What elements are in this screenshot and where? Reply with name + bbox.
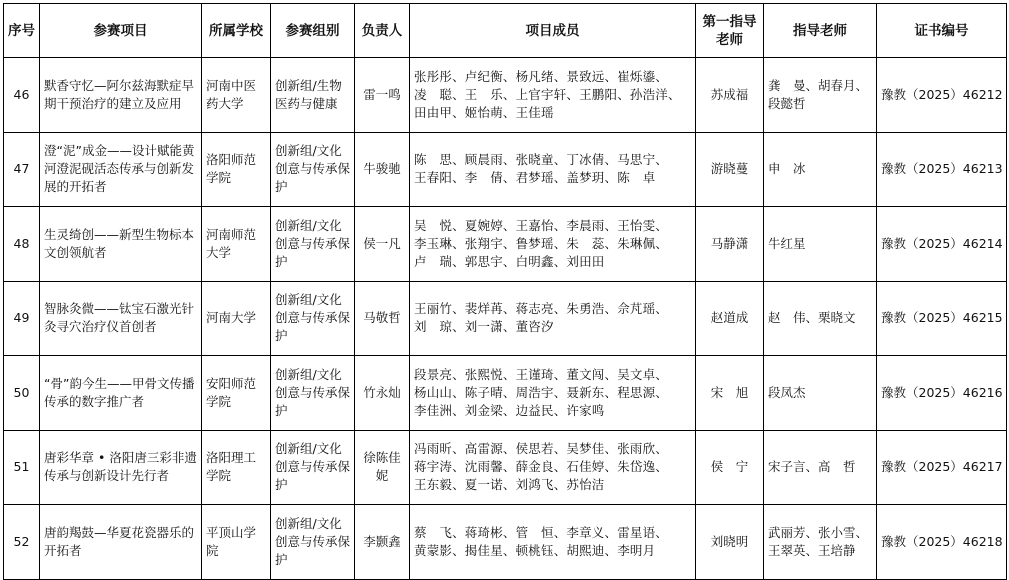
row-group: 创新组/文化创意与传承保护 [271, 430, 355, 505]
row-cert: 豫教（2025）46215 [877, 281, 1007, 356]
award-table [3, 3, 1007, 580]
row-group: 创新组/生物医药与健康 [271, 58, 355, 133]
header-group: 参赛组别 [271, 4, 355, 58]
header-school: 所属学校 [202, 4, 271, 58]
row-first-advisor: 游晓蔓 [696, 132, 764, 207]
row-leader: 牛骏驰 [355, 132, 410, 207]
row-first-advisor: 刘晓明 [696, 505, 764, 580]
row-first-advisor: 苏成福 [696, 58, 764, 133]
award-table-sheet [3, 3, 1006, 580]
header-leader: 负责人 [355, 4, 410, 58]
row-project: 生灵绮创——新型生物标本文创领航者 [40, 207, 202, 282]
header-first-advisor: 第一指导老师 [696, 4, 764, 58]
header-project: 参赛项目 [40, 4, 202, 58]
table-row [4, 207, 1007, 282]
row-group: 创新组/文化创意与传承保护 [271, 281, 355, 356]
row-members: 段景亮、张熙悦、王谨琦、董文闯、吴文卓、 杨山山、陈子晴、周浩宇、聂新东、程思源、 李佳洲、刘金梁、边益民、许家鸣 [410, 356, 696, 431]
row-advisors: 宋子言、高 哲 [764, 430, 877, 505]
row-leader: 雷一鸣 [355, 58, 410, 133]
row-cert: 豫教（2025）46216 [877, 356, 1007, 431]
row-members: 陈 思、顾晨雨、张晓童、丁冰倩、马思宁、 王春阳、李 倩、君梦瑶、盖梦玥、陈 卓 [410, 132, 696, 207]
row-no: 50 [4, 356, 40, 431]
row-no: 46 [4, 58, 40, 133]
row-project: 默香守忆—阿尔兹海默症早期干预治疗的建立及应用 [40, 58, 202, 133]
row-project: 智脉灸微——钛宝石激光针灸寻穴治疗仪首创者 [40, 281, 202, 356]
header-row [4, 4, 1007, 58]
row-school: 平顶山学院 [202, 505, 271, 580]
row-first-advisor: 赵道成 [696, 281, 764, 356]
row-no: 47 [4, 132, 40, 207]
row-first-advisor: 宋 旭 [696, 356, 764, 431]
row-members: 张彤彤、卢纪衡、杨凡绪、景致远、崔烁鎏、 凌 聪、王 乐、上官宇轩、王鹏阳、孙浩洋、 田由甲、姬怡萌、王佳瑶 [410, 58, 696, 133]
row-members: 吴 悦、夏婉婷、王嘉怡、李晨雨、王怡雯、 李玉琳、张翔宇、鲁梦瑶、朱 蕊、朱琳佩、 卢 瑞、郭思宇、白明鑫、刘田田 [410, 207, 696, 282]
row-advisors: 赵 伟、栗晓文 [764, 281, 877, 356]
header-advisors: 指导老师 [764, 4, 877, 58]
row-leader: 马敬哲 [355, 281, 410, 356]
row-project: 唐彩华章 • 洛阳唐三彩非遗传承与创新设计先行者 [40, 430, 202, 505]
row-first-advisor: 侯 宁 [696, 430, 764, 505]
row-project: “骨”韵今生——甲骨文传播传承的数字推广者 [40, 356, 202, 431]
row-group: 创新组/文化创意与传承保护 [271, 505, 355, 580]
table-row [4, 281, 1007, 356]
row-school: 洛阳理工学院 [202, 430, 271, 505]
row-school: 河南中医药大学 [202, 58, 271, 133]
row-leader: 侯一凡 [355, 207, 410, 282]
row-leader: 徐陈佳妮 [355, 430, 410, 505]
row-advisors: 牛红星 [764, 207, 877, 282]
row-school: 安阳师范学院 [202, 356, 271, 431]
row-group: 创新组/文化创意与传承保护 [271, 132, 355, 207]
row-cert: 豫教（2025）46213 [877, 132, 1007, 207]
row-members: 冯雨昕、高雷源、侯思若、吴梦佳、张雨欣、 蒋宇涛、沈雨馨、薛金良、石佳婷、朱岱逸、 王东毅、夏一诺、刘鸿飞、苏怡洁 [410, 430, 696, 505]
row-advisors: 段凤杰 [764, 356, 877, 431]
row-cert: 豫教（2025）46212 [877, 58, 1007, 133]
row-project: 唐韵羯鼓—华夏花瓷器乐的开拓者 [40, 505, 202, 580]
row-no: 51 [4, 430, 40, 505]
row-school: 河南大学 [202, 281, 271, 356]
table-row [4, 58, 1007, 133]
row-cert: 豫教（2025）46218 [877, 505, 1007, 580]
row-members: 蔡 飞、蒋琦彬、管 恒、李章义、雷星语、 黄蒙影、揭佳星、顿桃钰、胡熙迪、李明月 [410, 505, 696, 580]
row-advisors: 武丽芳、张小雪、王翠英、王培静 [764, 505, 877, 580]
row-no: 49 [4, 281, 40, 356]
row-leader: 竹永灿 [355, 356, 410, 431]
row-members: 王丽竹、裴烊苒、蒋志亮、朱勇浩、佘芃瑶、 刘 琼、刘一潇、董咨汐 [410, 281, 696, 356]
row-cert: 豫教（2025）46214 [877, 207, 1007, 282]
table-row [4, 132, 1007, 207]
row-group: 创新组/文化创意与传承保护 [271, 356, 355, 431]
table-row [4, 505, 1007, 580]
table-row [4, 356, 1007, 431]
row-no: 48 [4, 207, 40, 282]
header-cert: 证书编号 [877, 4, 1007, 58]
row-group: 创新组/文化创意与传承保护 [271, 207, 355, 282]
row-first-advisor: 马静潇 [696, 207, 764, 282]
row-school: 河南师范大学 [202, 207, 271, 282]
row-no: 52 [4, 505, 40, 580]
row-project: 澄“泥”成金——设计赋能黄河澄泥砚活态传承与创新发展的开拓者 [40, 132, 202, 207]
row-advisors: 龚 曼、胡春月、段懿哲 [764, 58, 877, 133]
row-leader: 李颢錱 [355, 505, 410, 580]
row-advisors: 申 冰 [764, 132, 877, 207]
row-cert: 豫教（2025）46217 [877, 430, 1007, 505]
header-members: 项目成员 [410, 4, 696, 58]
table-row [4, 430, 1007, 505]
row-school: 洛阳师范学院 [202, 132, 271, 207]
header-no: 序号 [4, 4, 40, 58]
